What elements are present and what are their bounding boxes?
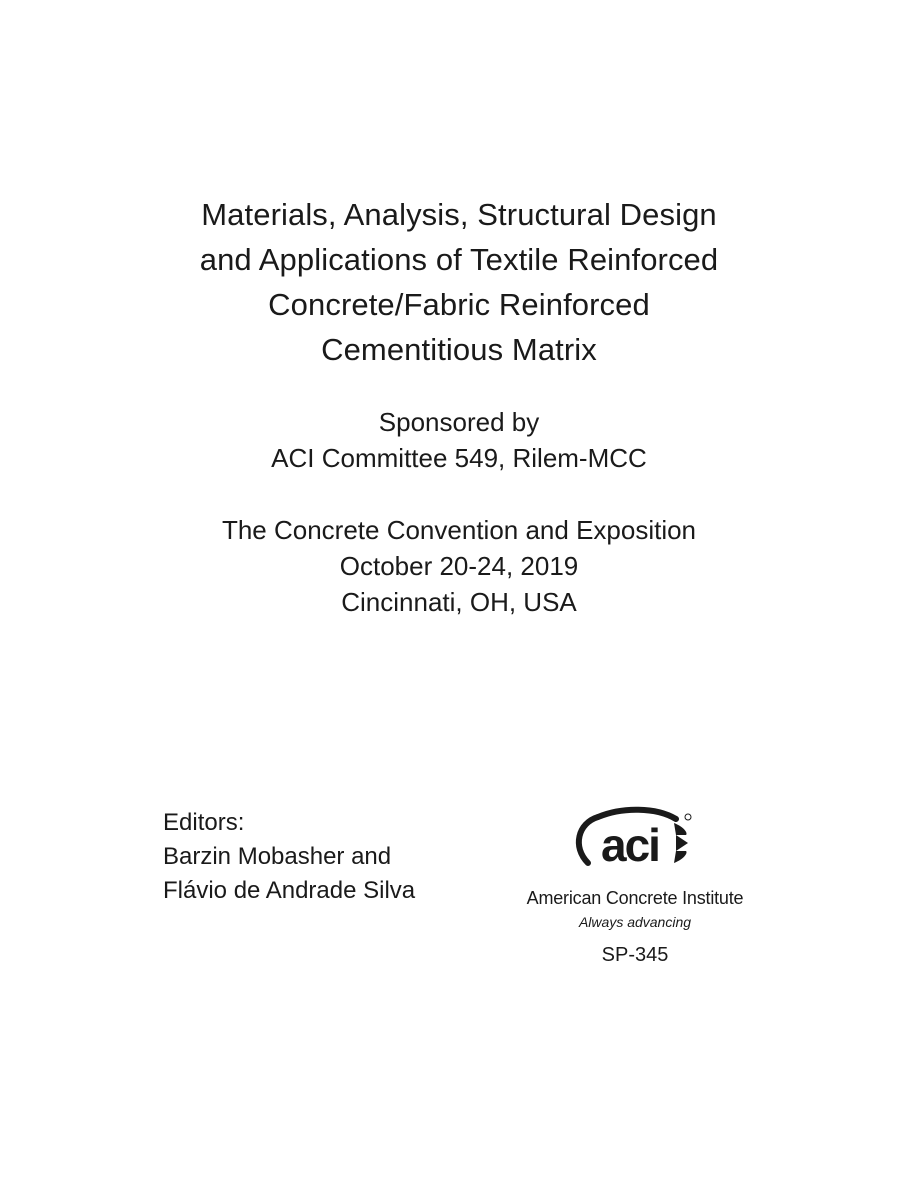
event-dates: October 20-24, 2019 bbox=[339, 551, 579, 581]
sponsor-label: Sponsored by bbox=[378, 407, 540, 437]
editor-line-2: Flávio de Andrade Silva bbox=[163, 877, 416, 904]
sponsor-section bbox=[0, 404, 918, 476]
editors-label: Editors: bbox=[163, 809, 245, 836]
title-line-2: and Applications of Textile Reinforced bbox=[199, 242, 719, 277]
event-name: The Concrete Convention and Exposition bbox=[221, 515, 697, 545]
event-section bbox=[0, 512, 918, 620]
document-title bbox=[0, 192, 918, 372]
editors-section bbox=[163, 806, 415, 908]
sponsor-name: ACI Committee 549, Rilem-MCC bbox=[271, 443, 647, 473]
title-line-4: Cementitious Matrix bbox=[321, 332, 597, 367]
publication-number: SP-345 bbox=[601, 944, 669, 966]
publisher-tagline: Always advancing bbox=[578, 914, 692, 930]
publisher-section bbox=[505, 805, 765, 967]
editor-line-1: Barzin Mobasher and bbox=[163, 843, 392, 870]
title-line-3: Concrete/Fabric Reinforced bbox=[268, 287, 650, 322]
aci-logo-icon bbox=[570, 805, 700, 885]
publisher-name: American Concrete Institute bbox=[526, 888, 744, 908]
event-location: Cincinnati, OH, USA bbox=[341, 587, 577, 617]
title-line-1: Materials, Analysis, Structural Design bbox=[201, 197, 717, 232]
logo-wordmark: aci bbox=[601, 819, 659, 871]
